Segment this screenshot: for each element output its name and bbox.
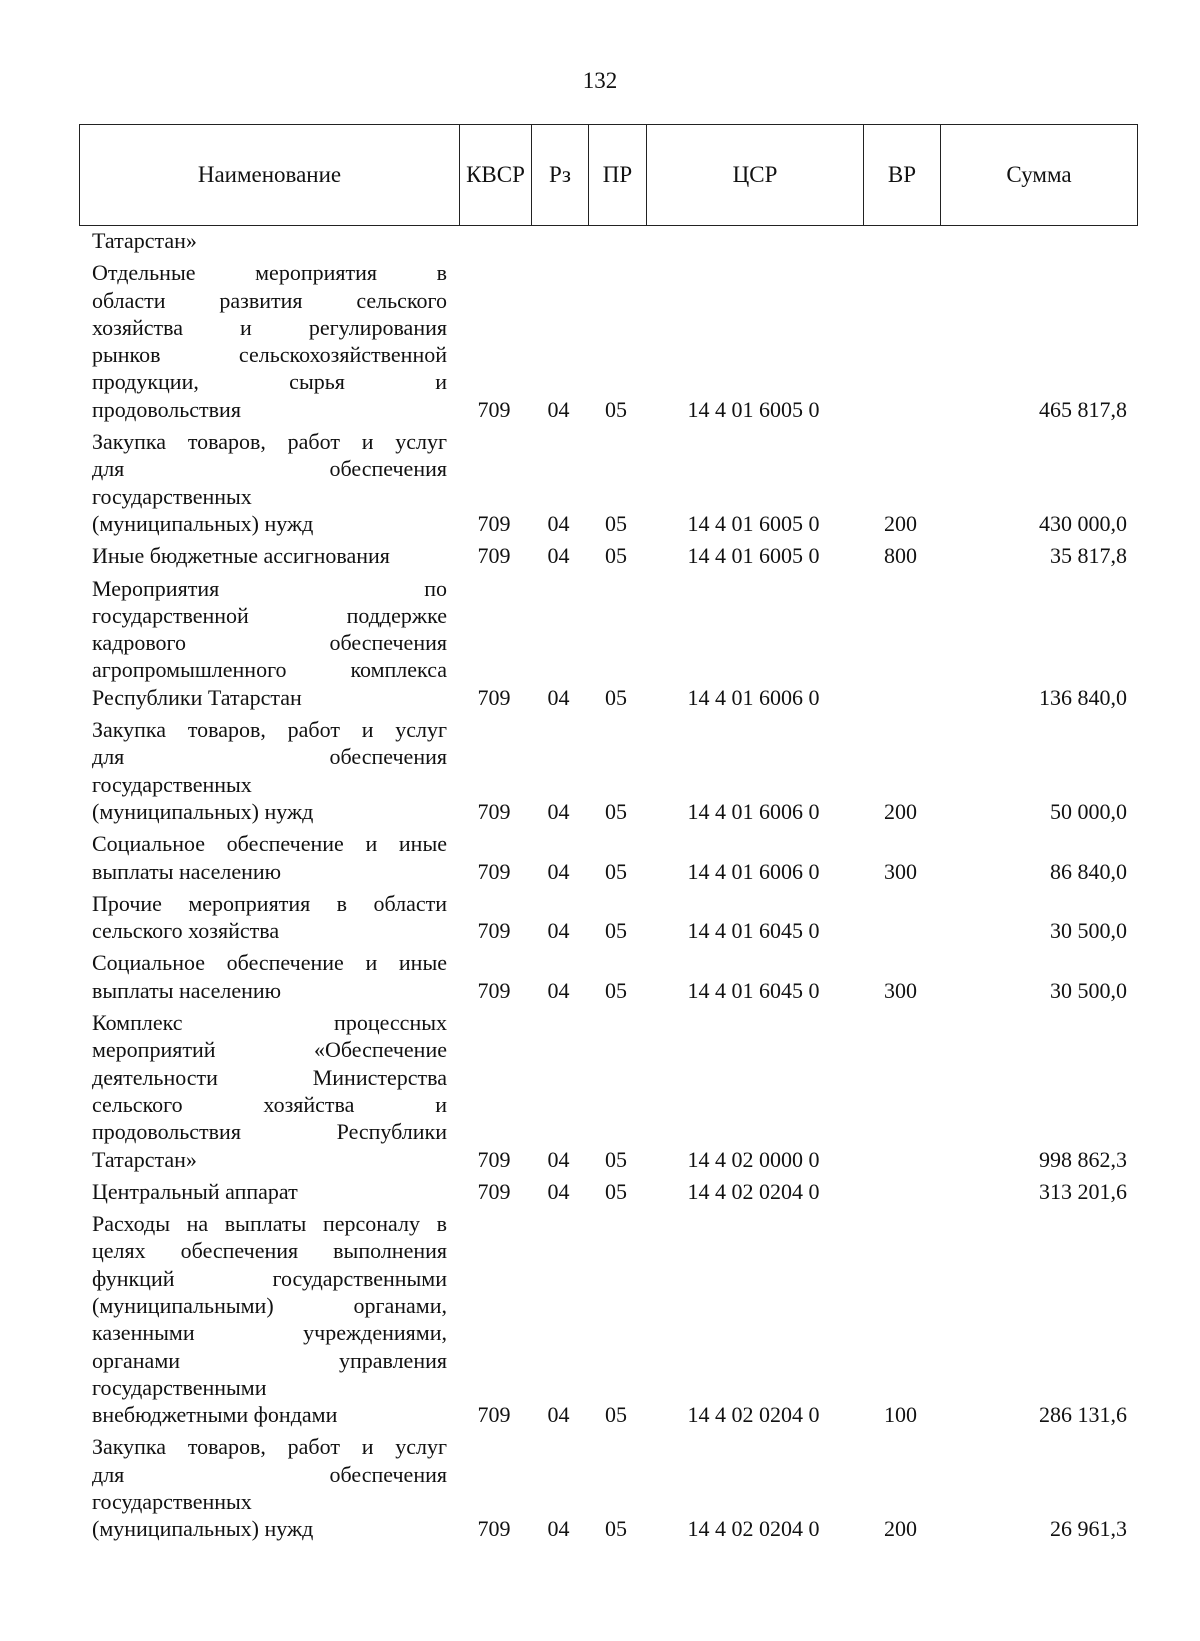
row-kvsr: 709 [477, 1178, 511, 1204]
row-name-line: для обеспечения [92, 456, 447, 482]
row-name-line: кадрового обеспечения [92, 630, 447, 656]
row-name-line: Отдельные мероприятия в [92, 260, 447, 286]
row-name-line: сельского хозяйства и [92, 1091, 447, 1117]
table-row [0, 1433, 1200, 1542]
table-row [0, 1210, 1200, 1428]
row-pr: 05 [605, 1516, 627, 1542]
row-name-line: выплаты населению [92, 858, 282, 884]
row-csr: 14 4 01 6005 0 [687, 510, 820, 536]
row-name [92, 428, 447, 537]
row-rz: 04 [547, 798, 570, 824]
row-rz: 04 [547, 1178, 570, 1204]
row-name [92, 949, 447, 1004]
row-name-line: государственных [92, 483, 252, 509]
row-name-line: Центральный аппарат [92, 1178, 298, 1204]
row-kvsr: 709 [477, 977, 511, 1003]
row-kvsr: 709 [477, 1516, 511, 1542]
row-sum: 465 817,8 [1039, 396, 1127, 422]
row-rz: 04 [547, 396, 570, 422]
table-row [0, 259, 1200, 423]
row-name-line: целях обеспечения выполнения [92, 1238, 447, 1264]
header-pr: ПР [588, 125, 646, 225]
row-pr: 05 [605, 684, 627, 710]
row-csr: 14 4 02 0204 0 [687, 1516, 820, 1542]
row-name-line: для обеспечения [92, 1461, 447, 1487]
table-row [0, 428, 1200, 537]
row-name-line: Комплекс процессных [92, 1010, 447, 1036]
row-csr: 14 4 02 0204 0 [687, 1178, 820, 1204]
row-name-line: (муниципальных) нужд [92, 510, 314, 536]
row-name [92, 1009, 447, 1173]
row-name-line: государственных [92, 1489, 252, 1515]
row-name-line: агропромышленного комплекса [92, 657, 447, 683]
row-name-line: хозяйства и регулирования [92, 314, 447, 340]
row-name-line: Иные бюджетные ассигнования [92, 543, 390, 569]
row-name-line: Социальное обеспечение и иные [92, 950, 447, 976]
row-pr: 05 [605, 543, 627, 569]
row-kvsr: 709 [477, 918, 511, 944]
row-pr: 05 [605, 1146, 627, 1172]
row-name-line: Татарстан» [92, 228, 197, 253]
row-name-line: продовольствия Республики [92, 1119, 447, 1145]
table-header [79, 124, 1138, 226]
row-pr: 05 [605, 510, 627, 536]
row-vr: 300 [884, 858, 917, 884]
row-csr: 14 4 01 6006 0 [687, 684, 820, 710]
row-name-line: рынков сельскохозяйственной [92, 342, 447, 368]
row-name-line: Закупка товаров, работ и услуг [92, 717, 447, 743]
row-sum: 30 500,0 [1050, 977, 1127, 1003]
table-row [0, 830, 1200, 885]
row-kvsr: 709 [477, 684, 511, 710]
row-name-line: области развития сельского [92, 287, 447, 313]
table-body [0, 227, 1200, 1548]
table-row [0, 227, 1200, 254]
row-name-line: государственных [92, 771, 252, 797]
row-vr: 200 [884, 798, 917, 824]
row-vr: 800 [884, 543, 917, 569]
row-sum: 35 817,8 [1050, 543, 1127, 569]
row-vr: 200 [884, 510, 917, 536]
row-pr: 05 [605, 396, 627, 422]
row-kvsr: 709 [477, 510, 511, 536]
row-name-line: для обеспечения [92, 744, 447, 770]
row-rz: 04 [547, 858, 570, 884]
row-csr: 14 4 01 6045 0 [687, 977, 820, 1003]
row-name [92, 830, 447, 885]
row-vr: 200 [884, 1516, 917, 1542]
row-name-line: (муниципальными) органами, [92, 1292, 447, 1318]
table-row [0, 949, 1200, 1004]
row-csr: 14 4 01 6005 0 [687, 543, 820, 569]
header-sum: Сумма [940, 125, 1137, 225]
header-kvsr: КВСР [459, 125, 531, 225]
row-name-line: деятельности Министерства [92, 1064, 447, 1090]
row-name-line: Закупка товаров, работ и услуг [92, 429, 447, 455]
row-rz: 04 [547, 510, 570, 536]
row-name-line: Мероприятия по [92, 575, 447, 601]
row-name [92, 542, 447, 569]
row-name-line: продукции, сырья и [92, 369, 447, 395]
row-sum: 86 840,0 [1050, 858, 1127, 884]
row-name-line: Социальное обеспечение и иные [92, 831, 447, 857]
row-name-line: Республики Татарстан [92, 684, 302, 710]
row-rz: 04 [547, 1402, 570, 1428]
row-name-line: Прочие мероприятия в области [92, 890, 447, 916]
row-pr: 05 [605, 918, 627, 944]
row-name [92, 259, 447, 423]
row-name-line: государственной поддержке [92, 602, 447, 628]
row-kvsr: 709 [477, 1402, 511, 1428]
row-sum: 998 862,3 [1039, 1146, 1127, 1172]
row-name-line: сельского хозяйства [92, 918, 280, 944]
row-name [92, 716, 447, 825]
row-pr: 05 [605, 1178, 627, 1204]
row-sum: 136 840,0 [1039, 684, 1127, 710]
row-sum: 430 000,0 [1039, 510, 1127, 536]
row-csr: 14 4 02 0204 0 [687, 1402, 820, 1428]
row-sum: 286 131,6 [1039, 1402, 1127, 1428]
row-pr: 05 [605, 858, 627, 884]
row-name [92, 1433, 447, 1542]
row-name-line: Расходы на выплаты персоналу в [92, 1211, 447, 1237]
row-kvsr: 709 [477, 1146, 511, 1172]
row-name [92, 1210, 447, 1428]
row-name-line: органами управления [92, 1347, 447, 1373]
row-sum: 26 961,3 [1050, 1516, 1127, 1542]
row-rz: 04 [547, 1146, 570, 1172]
row-csr: 14 4 01 6006 0 [687, 858, 820, 884]
header-csr: ЦСР [646, 125, 863, 225]
row-name-line: казенными учреждениями, [92, 1320, 447, 1346]
page-number: 132 [582, 68, 618, 93]
row-vr: 100 [884, 1402, 917, 1428]
row-sum: 313 201,6 [1039, 1178, 1127, 1204]
header-vr: ВР [863, 125, 940, 225]
row-name-line: функций государственными [92, 1265, 447, 1291]
table-row [0, 1178, 1200, 1205]
row-rz: 04 [547, 1516, 570, 1542]
row-name-line: (муниципальных) нужд [92, 798, 314, 824]
row-kvsr: 709 [477, 543, 511, 569]
row-name-line: государственными [92, 1374, 267, 1400]
row-pr: 05 [605, 798, 627, 824]
row-rz: 04 [547, 543, 570, 569]
row-name-line: Татарстан» [92, 1146, 197, 1172]
row-name [92, 890, 447, 945]
row-name [92, 227, 447, 254]
row-name-line: внебюджетными фондами [92, 1402, 338, 1428]
row-kvsr: 709 [477, 396, 511, 422]
row-name-line: продовольствия [92, 396, 241, 422]
table-row [0, 542, 1200, 569]
row-pr: 05 [605, 977, 627, 1003]
row-rz: 04 [547, 977, 570, 1003]
row-name-line: выплаты населению [92, 977, 282, 1003]
row-csr: 14 4 02 0000 0 [687, 1146, 820, 1172]
header-name: Наименование [197, 162, 342, 187]
row-rz: 04 [547, 918, 570, 944]
row-name-line: Закупка товаров, работ и услуг [92, 1434, 447, 1460]
row-csr: 14 4 01 6045 0 [687, 918, 820, 944]
row-name [92, 1178, 447, 1205]
row-kvsr: 709 [477, 798, 511, 824]
header-rz: Рз [531, 125, 588, 225]
row-name-line: мероприятий «Обеспечение [92, 1037, 447, 1063]
table-row [0, 1009, 1200, 1173]
row-sum: 30 500,0 [1050, 918, 1127, 944]
row-csr: 14 4 01 6005 0 [687, 396, 820, 422]
row-pr: 05 [605, 1402, 627, 1428]
row-csr: 14 4 01 6006 0 [687, 798, 820, 824]
table-row [0, 716, 1200, 825]
row-name [92, 575, 447, 711]
row-name-line: (муниципальных) нужд [92, 1516, 314, 1542]
row-sum: 50 000,0 [1050, 798, 1127, 824]
table-row [0, 575, 1200, 711]
row-rz: 04 [547, 684, 570, 710]
table-row [0, 890, 1200, 945]
row-vr: 300 [884, 977, 917, 1003]
row-kvsr: 709 [477, 858, 511, 884]
